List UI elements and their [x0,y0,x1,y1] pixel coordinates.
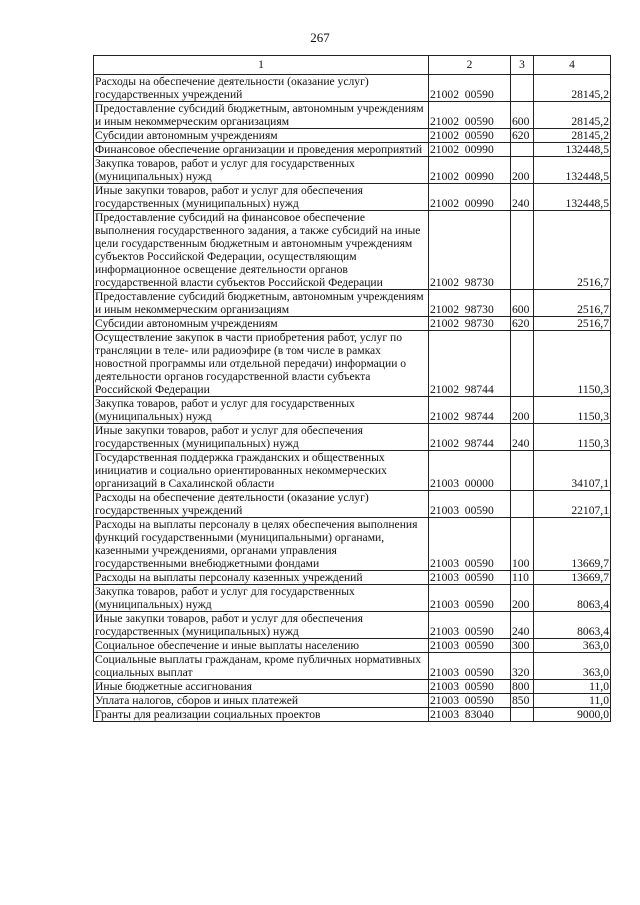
row-name: Закупка товаров, работ и услуг для государственных (муниципальных) нужд [94,397,429,424]
table-row [94,184,611,211]
table-row [94,571,611,585]
row-amount: 2516,7 [534,290,611,317]
table-row [94,102,611,129]
row-code: 21002 00990 [429,184,511,211]
row-type: 240 [511,184,534,211]
row-name: Финансовое обеспечение организации и проведения мероприятий [94,143,429,157]
row-code: 21003 00590 [429,491,511,518]
row-amount: 8063,4 [534,612,611,639]
row-type: 600 [511,102,534,129]
row-name: Иные закупки товаров, работ и услуг для обеспечения государственных (муниципальных) нужд [94,424,429,451]
row-amount: 22107,1 [534,491,611,518]
row-name: Расходы на выплаты персоналу в целях обеспечения выполнения функций государственными (муниципальными) органами, казенными учреждениями, органами управления государственными внебюджетными фондами [94,518,429,571]
row-name: Осуществление закупок в части приобретения работ, услуг по трансляции в теле- или радиоэфире (в том числе в рамках новостной программы или отдельной передачи) информации о деятельности органов государственной власти субъекта Российской Федерации [94,331,429,397]
row-name: Социальное обеспечение и иные выплаты населению [94,639,429,653]
row-type: 300 [511,639,534,653]
row-name: Государственная поддержка гражданских и общественных инициатив и социально ориентированных некоммерческих организаций в Сахалинской области [94,451,429,491]
table-row [94,585,611,612]
row-amount: 34107,1 [534,451,611,491]
header-col-4: 4 [534,56,611,75]
row-name: Расходы на обеспечение деятельности (оказание услуг) государственных учреждений [94,491,429,518]
page-number: 267 [310,30,330,45]
table-row [94,331,611,397]
table-row [94,290,611,317]
table-row [94,157,611,184]
row-type [511,143,534,157]
table-row [94,491,611,518]
row-code: 21002 00990 [429,143,511,157]
row-name: Субсидии автономным учреждениям [94,317,429,331]
row-code: 21002 98730 [429,317,511,331]
row-type: 800 [511,680,534,694]
row-type: 200 [511,585,534,612]
row-code: 21003 00590 [429,571,511,585]
table-row [94,680,611,694]
row-amount: 363,0 [534,639,611,653]
row-type: 850 [511,694,534,708]
table-row [94,129,611,143]
row-type: 240 [511,612,534,639]
row-amount: 13669,7 [534,571,611,585]
row-type [511,451,534,491]
row-amount: 28145,2 [534,75,611,102]
row-type [511,211,534,290]
row-code: 21003 00590 [429,653,511,680]
row-type [511,331,534,397]
row-type: 620 [511,317,534,331]
table-row [94,653,611,680]
row-code: 21002 00590 [429,102,511,129]
row-code: 21003 00590 [429,612,511,639]
row-name: Иные бюджетные ассигнования [94,680,429,694]
row-amount: 8063,4 [534,585,611,612]
table-row [94,612,611,639]
row-amount: 363,0 [534,653,611,680]
table-row [94,211,611,290]
row-amount: 11,0 [534,680,611,694]
budget-table [93,55,611,722]
row-amount: 132448,5 [534,143,611,157]
header-col-2: 2 [429,56,511,75]
row-name: Расходы на обеспечение деятельности (оказание услуг) государственных учреждений [94,75,429,102]
table-row [94,143,611,157]
row-code: 21002 00590 [429,75,511,102]
row-name: Закупка товаров, работ и услуг для государственных (муниципальных) нужд [94,157,429,184]
row-code: 21002 00590 [429,129,511,143]
row-name: Предоставление субсидий бюджетным, автономным учреждениям и иным некоммерческим организациям [94,102,429,129]
row-name: Предоставление субсидий бюджетным, автономным учреждениям и иным некоммерческим организациям [94,290,429,317]
row-name: Закупка товаров, работ и услуг для государственных (муниципальных) нужд [94,585,429,612]
row-amount: 132448,5 [534,157,611,184]
row-type: 100 [511,518,534,571]
table-row [94,317,611,331]
row-code: 21002 98744 [429,424,511,451]
row-amount: 11,0 [534,694,611,708]
row-type [511,708,534,722]
row-amount: 132448,5 [534,184,611,211]
row-type [511,75,534,102]
table-header-row [94,56,611,75]
row-code: 21002 98744 [429,331,511,397]
row-type: 320 [511,653,534,680]
header-col-3: 3 [511,56,534,75]
row-name: Предоставление субсидий на финансовое обеспечение выполнения государственного задания, а также субсидий на иные цели государственным бюджетным и автономным учреждениям субъектов Российской Федерации, осуществляющим информационное освещение деятельности органов государственной власти субъектов Российской Федерации [94,211,429,290]
row-name: Иные закупки товаров, работ и услуг для обеспечения государственных (муниципальных) нужд [94,612,429,639]
row-code: 21003 00590 [429,639,511,653]
row-type: 620 [511,129,534,143]
row-code: 21003 00590 [429,518,511,571]
row-amount: 2516,7 [534,317,611,331]
row-code: 21003 00000 [429,451,511,491]
row-type: 240 [511,424,534,451]
row-type: 200 [511,397,534,424]
row-amount: 28145,2 [534,129,611,143]
table-row [94,75,611,102]
row-amount: 2516,7 [534,211,611,290]
row-amount: 1150,3 [534,424,611,451]
row-type: 600 [511,290,534,317]
row-name: Субсидии автономным учреждениям [94,129,429,143]
row-code: 21002 00990 [429,157,511,184]
table-row [94,639,611,653]
table-row [94,694,611,708]
row-code: 21002 98744 [429,397,511,424]
row-amount: 28145,2 [534,102,611,129]
row-name: Социальные выплаты гражданам, кроме публичных нормативных социальных выплат [94,653,429,680]
row-name: Уплата налогов, сборов и иных платежей [94,694,429,708]
row-code: 21003 00590 [429,585,511,612]
row-code: 21003 00590 [429,680,511,694]
table-row [94,451,611,491]
row-type: 200 [511,157,534,184]
table-row [94,397,611,424]
row-type [511,491,534,518]
row-code: 21002 98730 [429,211,511,290]
row-amount: 13669,7 [534,518,611,571]
table-row [94,708,611,722]
row-amount: 9000,0 [534,708,611,722]
row-code: 21003 00590 [429,694,511,708]
table-row [94,424,611,451]
row-code: 21002 98730 [429,290,511,317]
row-code: 21003 83040 [429,708,511,722]
row-name: Гранты для реализации социальных проектов [94,708,429,722]
header-col-1: 1 [94,56,429,75]
table-row [94,518,611,571]
row-type: 110 [511,571,534,585]
row-amount: 1150,3 [534,397,611,424]
row-name: Расходы на выплаты персоналу казенных учреждений [94,571,429,585]
row-name: Иные закупки товаров, работ и услуг для обеспечения государственных (муниципальных) нужд [94,184,429,211]
row-amount: 1150,3 [534,331,611,397]
